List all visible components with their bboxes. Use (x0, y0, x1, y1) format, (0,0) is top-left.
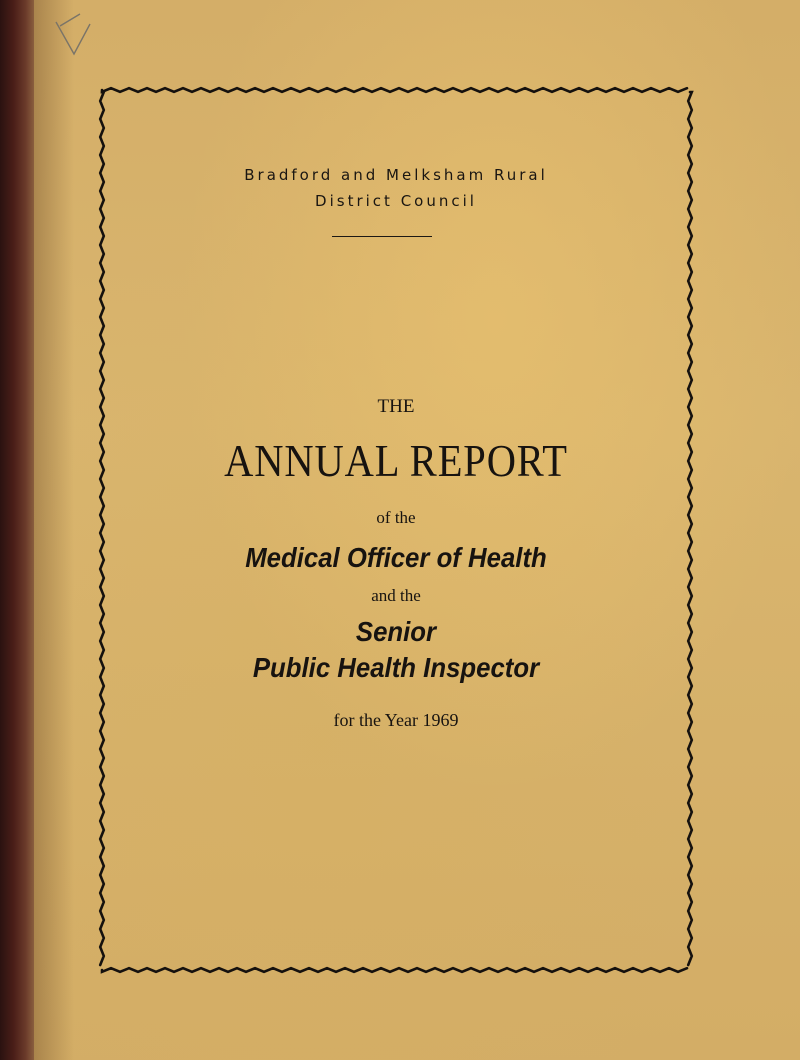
council-name-line-1: Bradford and Melksham Rural (244, 166, 548, 184)
connector-of-the: of the (376, 508, 416, 527)
report-year: for the Year 1969 (333, 710, 459, 730)
council-name-line-2: District Council (315, 192, 477, 210)
spine-shadow (34, 0, 74, 1060)
senior-title: Senior (355, 616, 437, 647)
officer-title: Medical Officer of Health (245, 542, 547, 573)
connector-and-the: and the (371, 586, 421, 605)
cover-text (96, 84, 696, 976)
inspector-title: Public Health Inspector (252, 652, 540, 683)
report-title: ANNUAL REPORT (224, 435, 568, 486)
pencil-mark-icon (46, 4, 106, 64)
title-prefix: THE (377, 396, 415, 417)
binding-spine (0, 0, 34, 1060)
divider-rule (332, 236, 432, 237)
